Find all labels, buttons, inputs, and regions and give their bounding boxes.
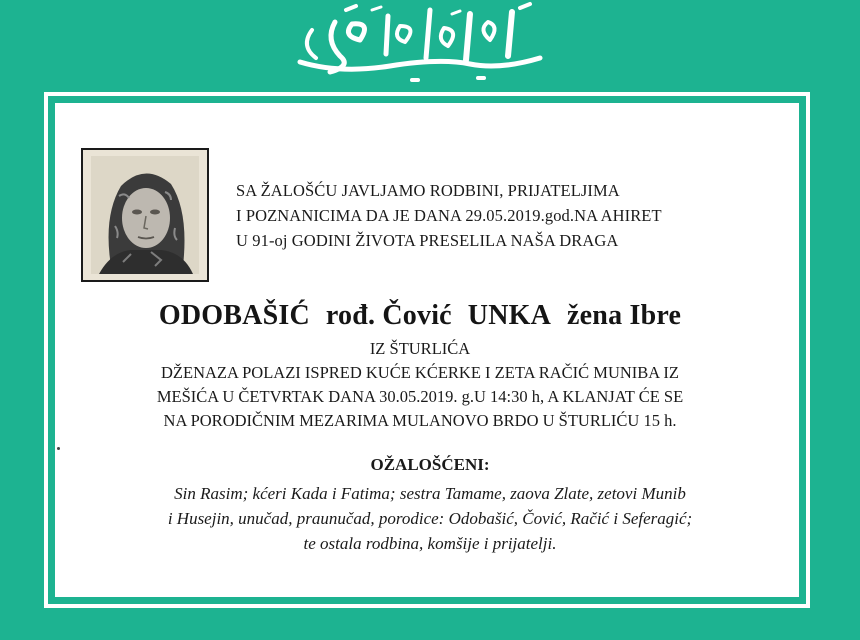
spouse-name: žena Ibre	[567, 300, 682, 331]
funeral-line: MEŠIĆA U ČETVRTAK DANA 30.05.2019. g.U 14:30 h, A KLANJAT ĆE SE	[156, 387, 684, 406]
first-name: UNKA	[467, 300, 552, 331]
portrait-photo-icon	[91, 156, 199, 274]
mourners-line: te ostala rodbina, komšije i prijatelji.	[303, 534, 557, 553]
intro-line: SA ŽALOŠĆU JAVLJAMO RODBINI, PRIJATELJIMA	[236, 181, 620, 200]
funeral-line: DŽENAZA POLAZI ISPRED KUĆE KĆERKE I ZETA RAČIĆ MUNIBA IZ	[161, 363, 679, 382]
funeral-details	[60, 361, 780, 433]
maiden-name: rođ. Čović	[325, 300, 452, 331]
mourners-line: i Husejin, unučad, praunučad, porodice: Odobašić, Čović, Račić i Seferagić;	[167, 509, 693, 528]
mourners-list	[60, 481, 800, 556]
origin-place: IZ ŠTURLIĆA	[369, 339, 471, 358]
intro-text	[236, 178, 662, 253]
mourners-line: Sin Rasim; kćeri Kada i Fatima; sestra Tamame, zaova Zlate, zetovi Munib	[174, 484, 686, 503]
print-speck	[57, 447, 60, 450]
portrait-photo	[81, 148, 209, 282]
deceased-name	[0, 300, 840, 332]
funeral-line: NA PORODIČNIM MEZARIMA MULANOVO BRDO U ŠTURLIĆU 15 h.	[163, 411, 677, 430]
arabic-calligraphy-icon	[0, 0, 860, 90]
intro-line: I POZNANICIMA DA JE DANA 29.05.2019.god.NA AHIRET	[236, 206, 662, 225]
intro-line: U 91-oj GODINI ŽIVOTA PRESELILA NAŠA DRAGA	[236, 231, 619, 250]
mourners-title: OŽALOŠĆENI:	[370, 455, 490, 474]
surname: ODOBAŠIĆ	[158, 300, 310, 331]
